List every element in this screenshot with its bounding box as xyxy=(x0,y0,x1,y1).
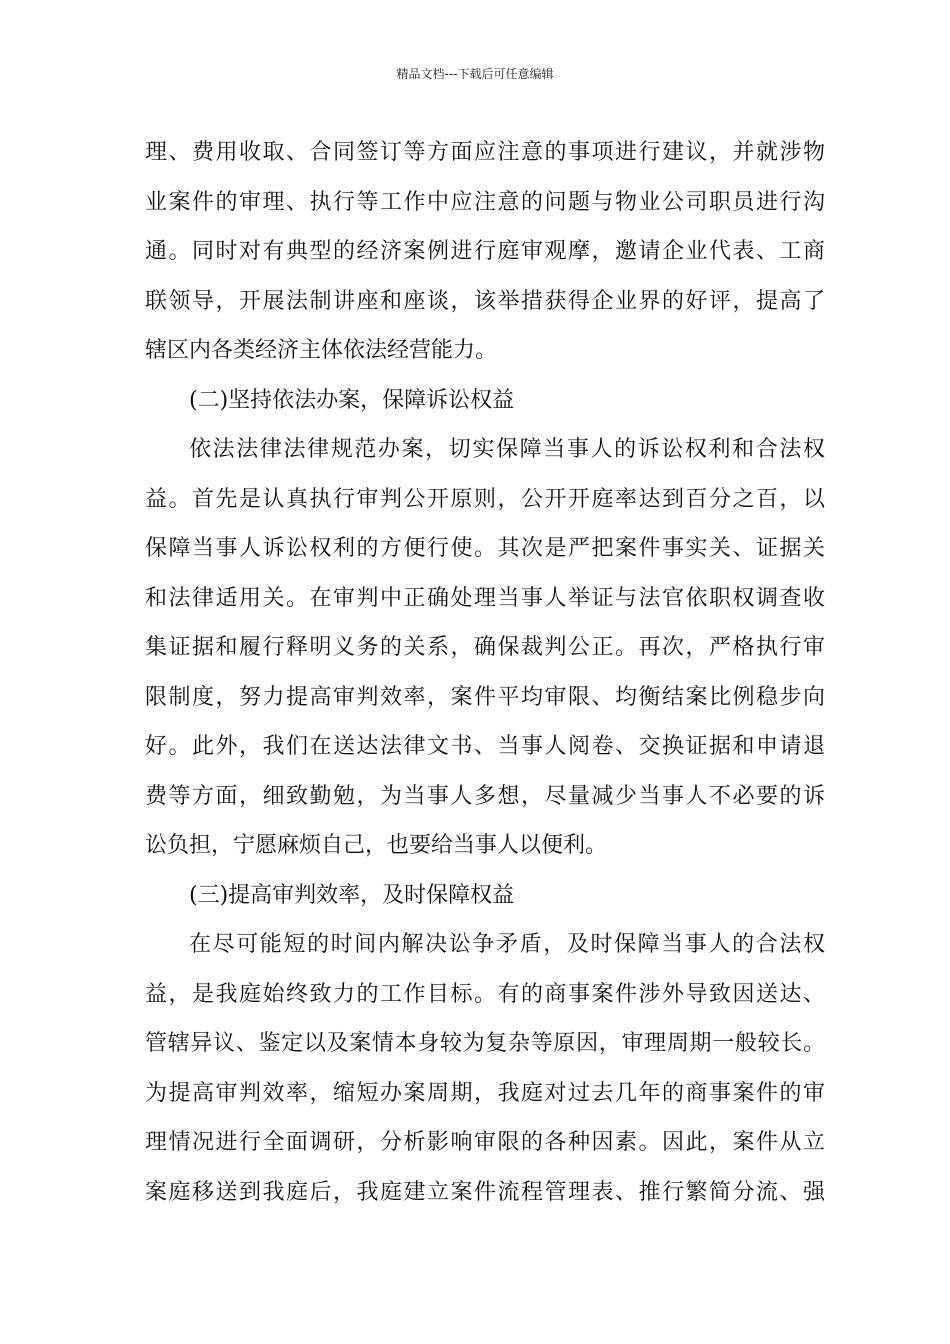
text-line: 讼负担，宁愿麻烦自己，也要给当事人以便利。 xyxy=(145,833,608,858)
text-line: 好。此外，我们在送达法律文书、当事人阅卷、交换证据和申请退 xyxy=(145,734,825,759)
text-line: 依法法律法律规范办案，切实保障当事人的诉讼权利和合法权 xyxy=(189,437,825,462)
text-line: 为提高审判效率，缩短办案周期，我庭对过去几年的商事案件的审 xyxy=(145,1080,825,1106)
text-line: 在尽可能短的时间内解决讼争矛盾，及时保障当事人的合法权 xyxy=(189,932,825,957)
text-line: 益。首先是认真执行审判公开原则，公开开庭率达到百分之百，以 xyxy=(145,486,825,512)
text-line: 业案件的审理、执行等工作中应注意的问题与物业公司职员进行沟 xyxy=(145,189,825,215)
text-line: 益，是我庭始终致力的工作目标。有的商事案件涉外导致因送达、 xyxy=(145,981,825,1007)
text-line: 限制度，努力提高审判效率，案件平均审限、均衡结案比例稳步向 xyxy=(145,684,825,710)
text-line: 和法律适用关。在审判中正确处理当事人举证与法官依职权调查收 xyxy=(145,585,825,611)
text-line: 理情况进行全面调研，分析影响审限的各种因素。因此，案件从立 xyxy=(145,1130,825,1155)
text-line: 管辖异议、鉴定以及案情本身较为复杂等原因，审理周期一般较长。 xyxy=(145,1031,825,1056)
text-line: 通。同时对有典型的经济案例进行庭审观摩，邀请企业代表、工商 xyxy=(145,239,825,264)
text-line: 集证据和履行释明义务的关系，确保裁判公正。再次，严格执行审 xyxy=(145,635,825,660)
text-line: 理、费用收取、合同签订等方面应注意的事项进行建议，并就涉物 xyxy=(145,140,825,165)
text-line: (三)提高审判效率，及时保障权益 xyxy=(189,882,515,908)
text-line: 联领导，开展法制讲座和座谈，该举措获得企业界的好评，提高了 xyxy=(145,288,825,314)
page-header: 精品文档---下载后可任意编辑 xyxy=(396,67,554,81)
text-line: 费等方面，细致勤勉，为当事人多想，尽量减少当事人不必要的诉 xyxy=(145,783,825,809)
text-line: 保障当事人诉讼权利的方便行使。其次是严把案件事实关、证据关 xyxy=(145,536,825,561)
body-text xyxy=(145,128,825,1217)
text-line: 案庭移送到我庭后，我庭建立案件流程管理表、推行繁简分流、强 xyxy=(145,1179,825,1205)
text-line: (二)坚持依法办案，保障诉讼权益 xyxy=(189,387,515,413)
text-line: 辖区内各类经济主体依法经营能力。 xyxy=(145,338,498,363)
